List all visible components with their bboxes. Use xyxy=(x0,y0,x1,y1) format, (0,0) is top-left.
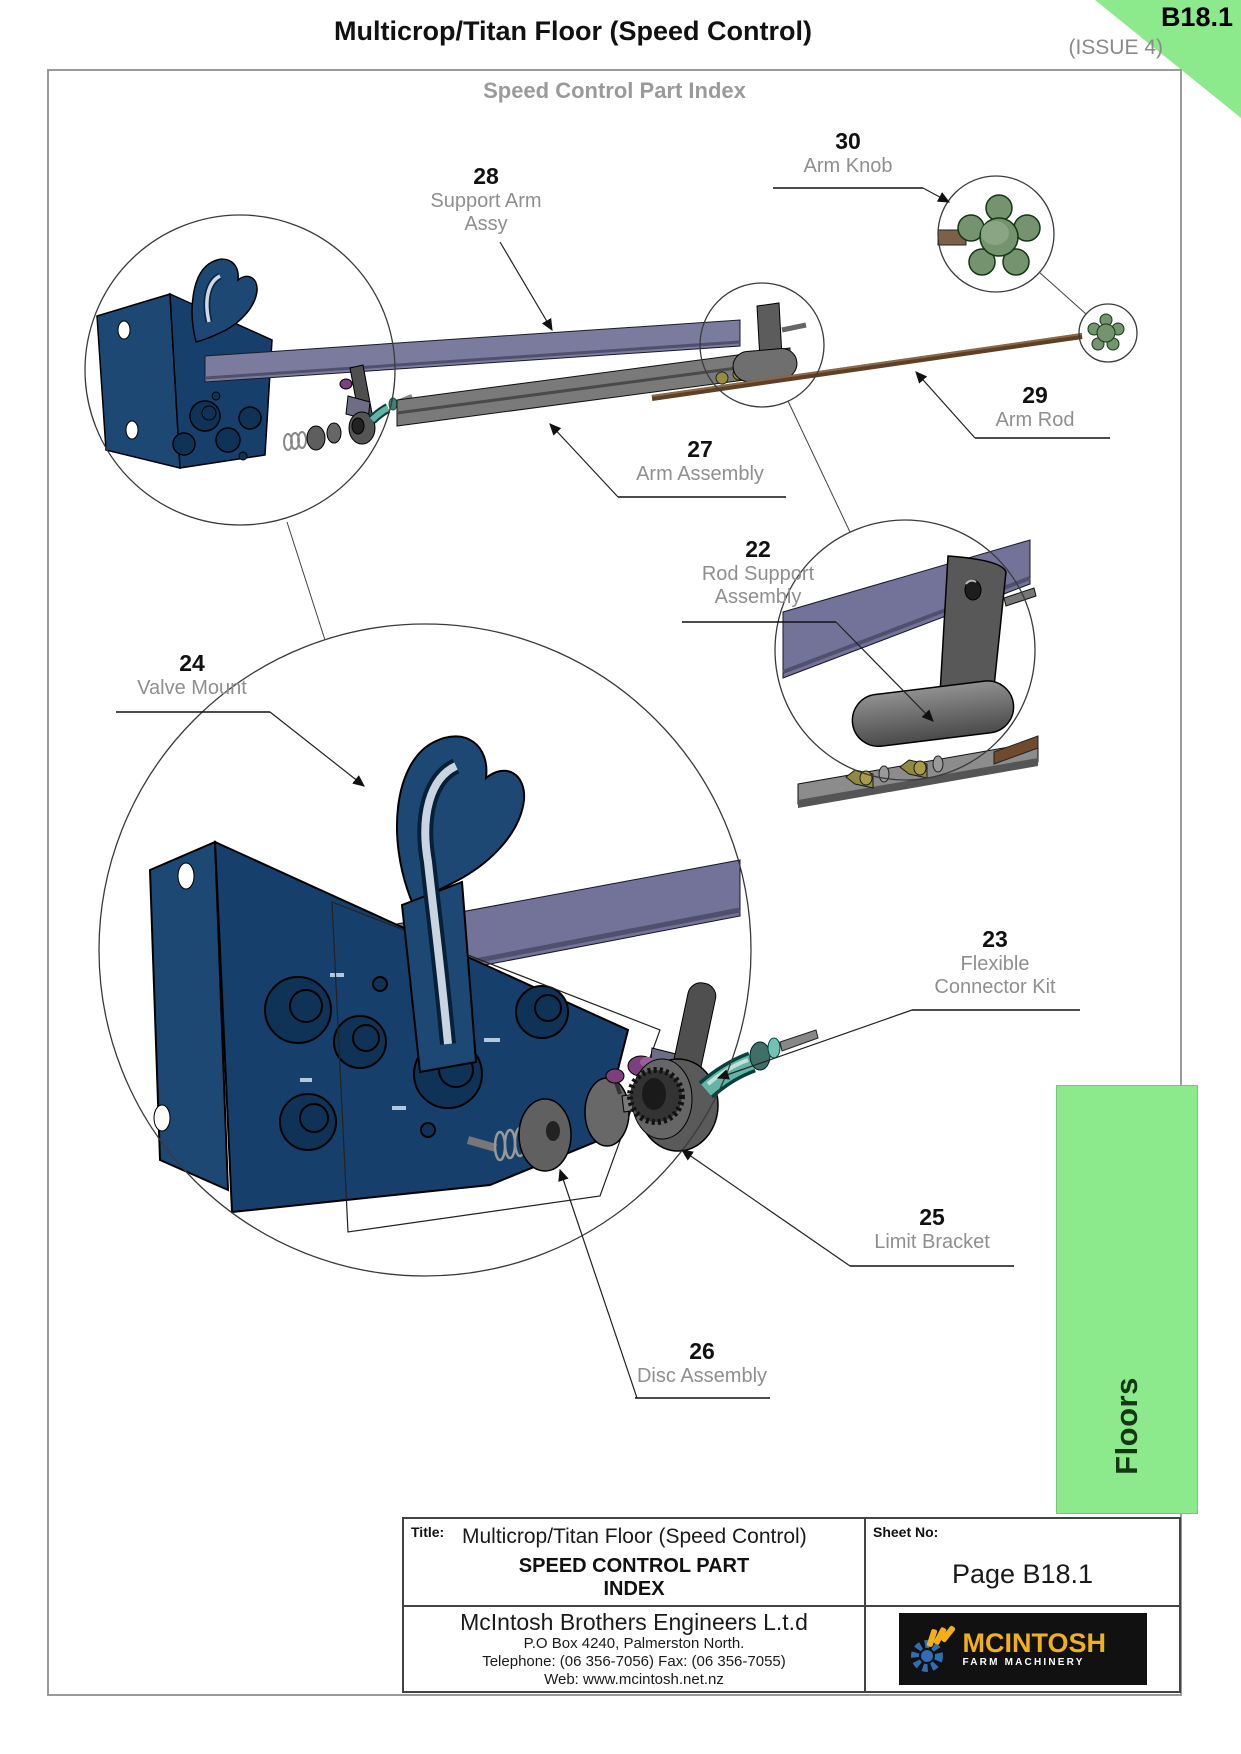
callout-text: Flexible xyxy=(960,953,1030,975)
sheet-cell xyxy=(866,1519,1179,1607)
callout-number: 29 xyxy=(1022,382,1048,408)
callout-30 xyxy=(804,128,893,178)
title-cell xyxy=(404,1519,866,1607)
issue-label: (ISSUE 4) xyxy=(1068,36,1163,59)
callout-text: Arm Rod xyxy=(995,409,1075,431)
callout-number: 30 xyxy=(835,128,861,154)
callout-23 xyxy=(934,926,1055,999)
subtitle-line-1: SPEED CONTROL PART xyxy=(518,1555,750,1577)
callout-number: 25 xyxy=(919,1204,945,1230)
logo-wordmark: MCINTOSH xyxy=(962,1627,1107,1658)
callout-25 xyxy=(874,1204,990,1254)
section-tab-floors[interactable] xyxy=(1056,1085,1198,1514)
callout-text: Disc Assembly xyxy=(636,1365,768,1387)
section-tab-label: Floors xyxy=(1109,1377,1144,1475)
company-cell xyxy=(404,1607,866,1691)
callout-29 xyxy=(996,382,1075,432)
callout-text: Support Arm xyxy=(430,190,542,212)
callout-number: 26 xyxy=(689,1338,715,1364)
logo-text xyxy=(962,1627,1107,1669)
callout-text: Rod Support xyxy=(701,563,815,585)
callout-26 xyxy=(637,1338,767,1388)
callout-number: 28 xyxy=(473,163,499,189)
company-address: P.O Box 4240, Palmerston North. xyxy=(523,1635,745,1652)
callout-text: Arm Assembly xyxy=(636,463,764,485)
callout-22 xyxy=(702,536,814,609)
corner-page-number: B18.1 xyxy=(1160,2,1233,32)
callout-number: 24 xyxy=(179,650,205,676)
mcintosh-logo xyxy=(899,1613,1147,1685)
callout-text: Arm Knob xyxy=(803,155,893,177)
logo-cell xyxy=(866,1607,1179,1691)
page-title: Multicrop/Titan Floor (Speed Control) xyxy=(334,16,812,46)
callout-number: 22 xyxy=(745,536,771,562)
callout-27 xyxy=(636,436,764,486)
callout-text: Assy xyxy=(464,213,508,235)
title-block xyxy=(402,1517,1181,1693)
diagram-heading: Speed Control Part Index xyxy=(483,78,746,103)
logo-tagline: FARM MACHINERY xyxy=(962,1656,1085,1668)
callout-text: Limit Bracket xyxy=(874,1231,990,1253)
sheet-label: Sheet No: xyxy=(873,1524,939,1540)
callout-text: Valve Mount xyxy=(137,677,247,699)
callout-text: Assembly xyxy=(714,586,802,608)
callout-24 xyxy=(137,650,247,700)
callout-number: 27 xyxy=(687,436,713,462)
gear-icon xyxy=(909,1623,955,1675)
company-name: McIntosh Brothers Engineers L.t.d xyxy=(460,1609,808,1635)
title-value: Multicrop/Titan Floor (Speed Control) xyxy=(462,1525,807,1548)
company-phone-fax: Telephone: (06 356-7056) Fax: (06 356-7055) xyxy=(482,1653,786,1670)
callout-number: 23 xyxy=(982,926,1008,952)
callout-text: Connector Kit xyxy=(934,976,1056,998)
title-label: Title: xyxy=(411,1524,445,1540)
callout-28 xyxy=(430,163,541,236)
subtitle-line-2: INDEX xyxy=(603,1578,665,1600)
sheet-number: Page B18.1 xyxy=(951,1559,1094,1589)
company-web: Web: www.mcintosh.net.nz xyxy=(544,1671,724,1688)
sheet-subtitle xyxy=(404,1555,864,1601)
